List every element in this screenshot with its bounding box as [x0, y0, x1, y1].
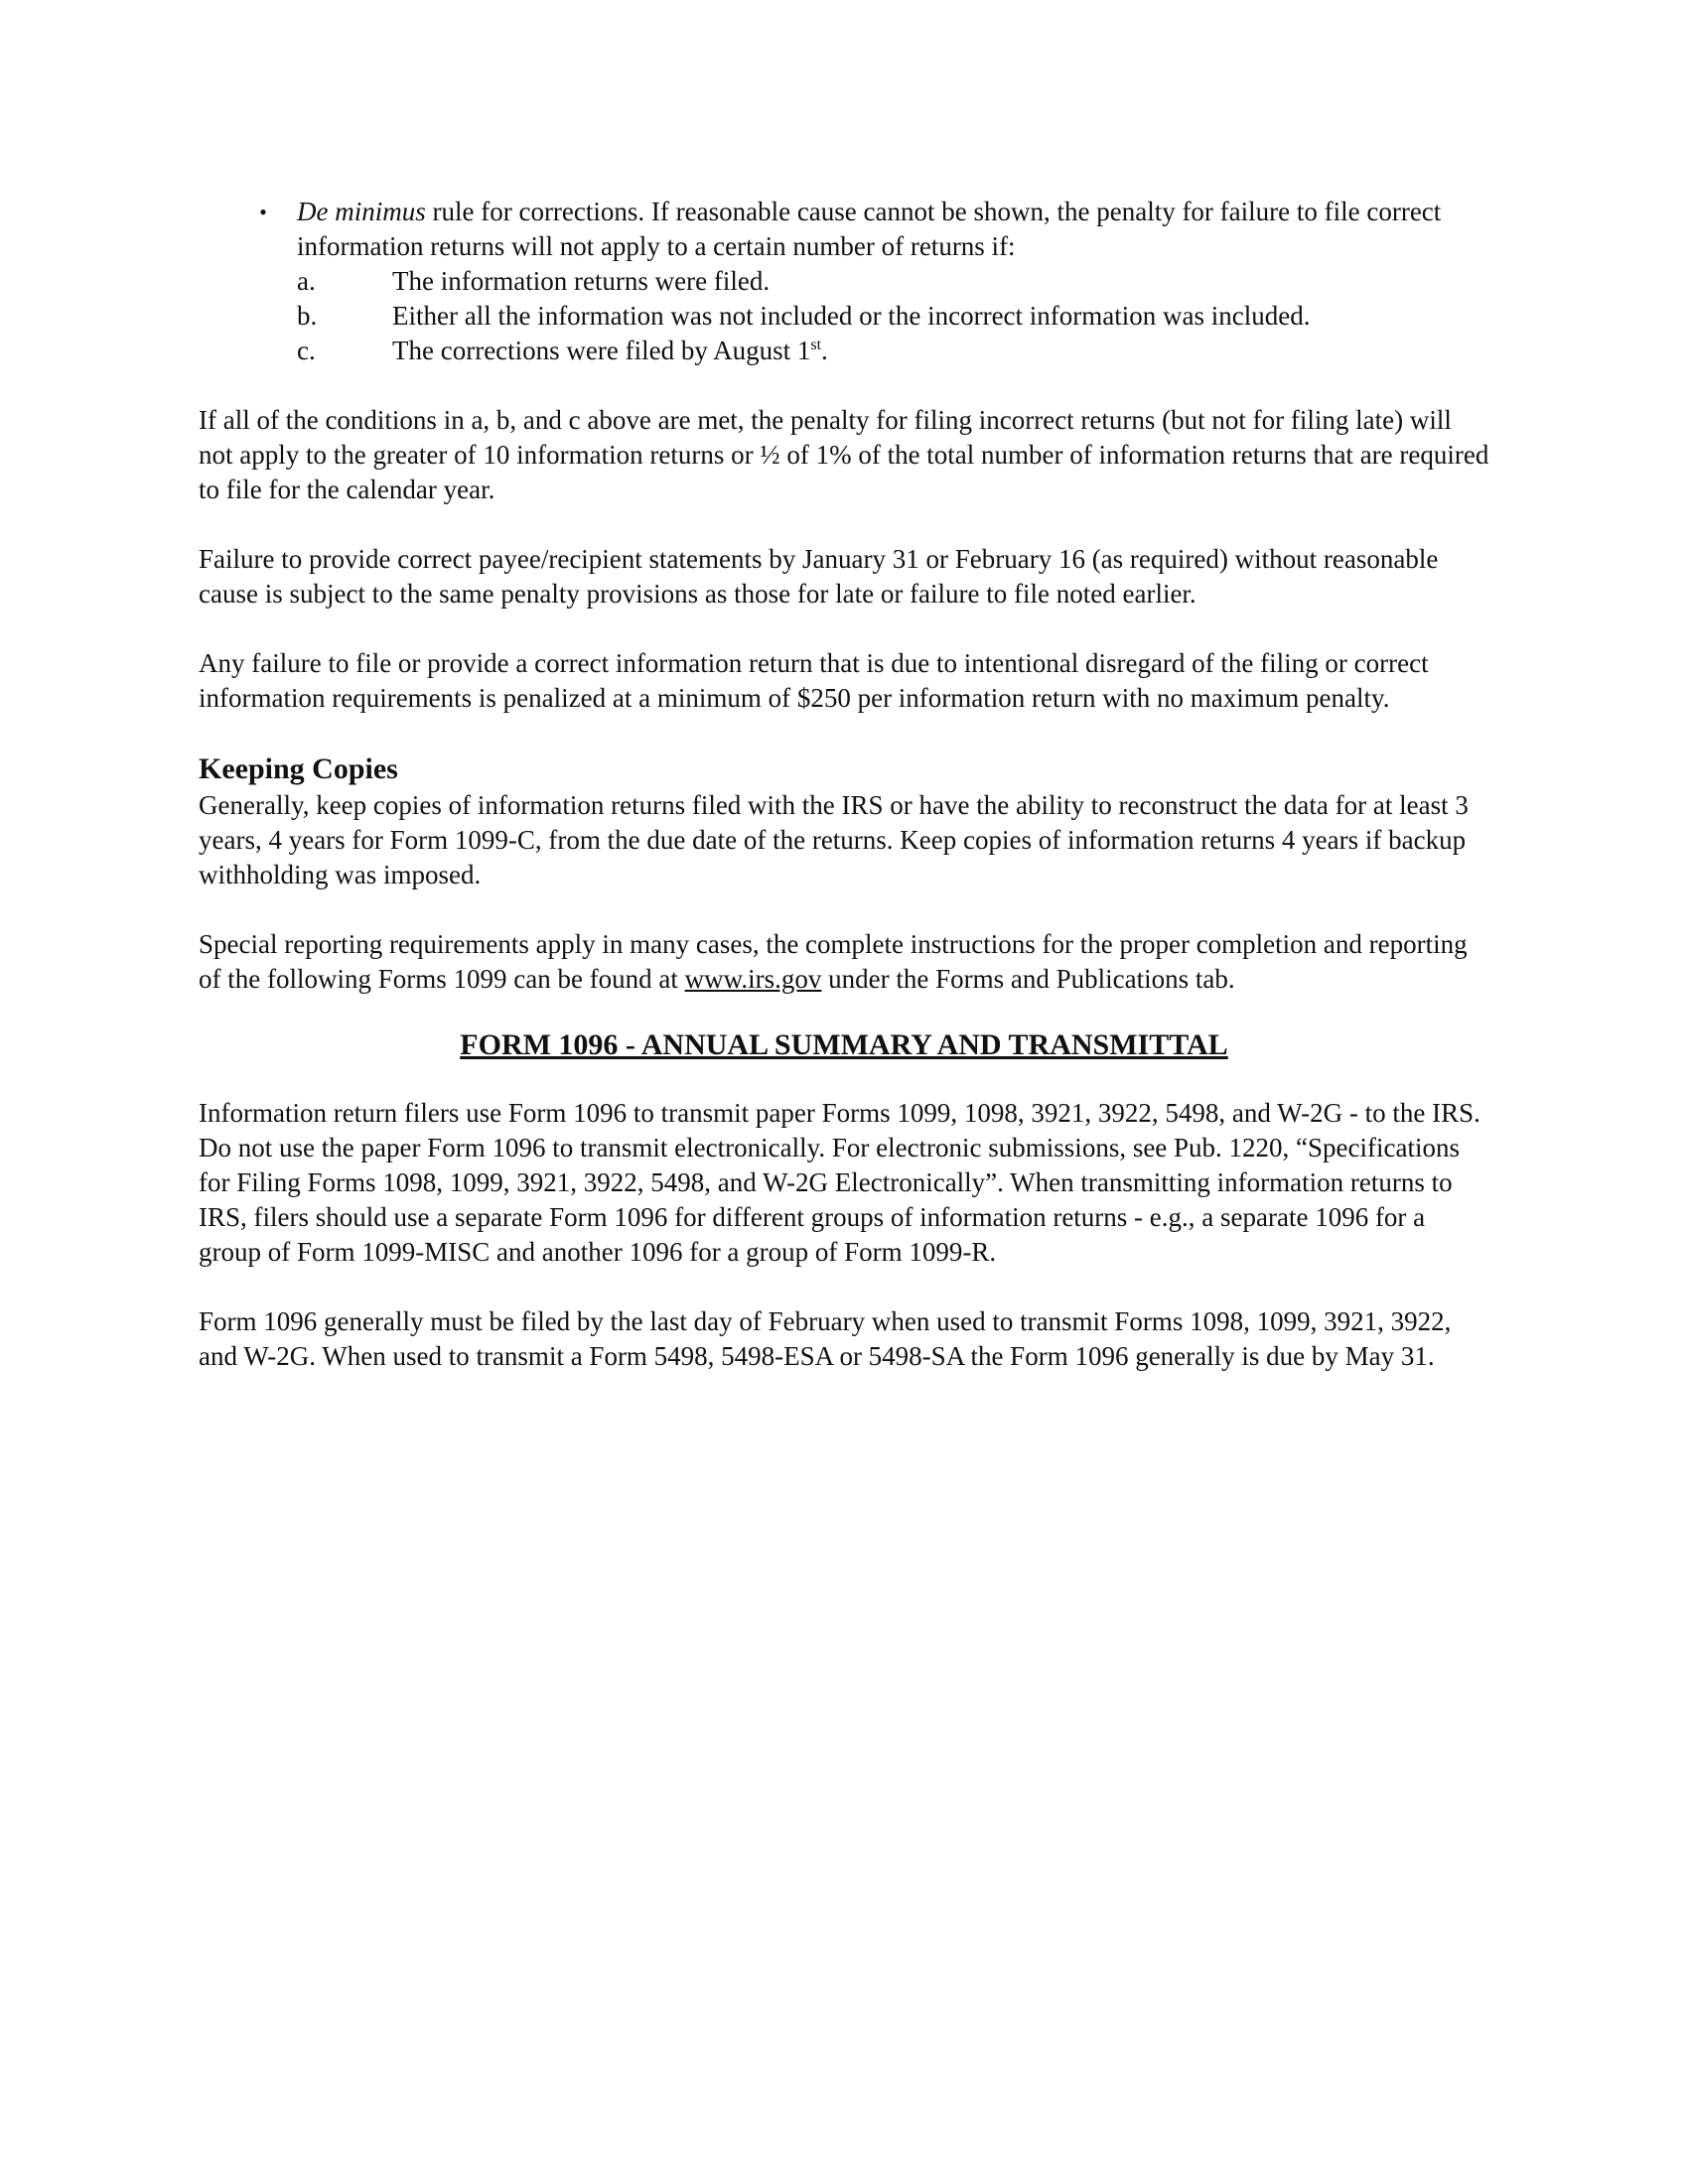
- list-item-end: .: [821, 336, 828, 365]
- form-1096-paragraph-1: Information return filers use Form 1096 to transmit paper Forms 1099, 1098, 3921, 3922, 5498, and W-2G - to the IRS. Do not use the paper Form 1096 to transmit electronically. For electronic submissions, see Pub. 1220, “Specifications for Filing Forms 1098, 1099, 3921, 3922, 5498, and W-2G Electronically”. When transmitting information returns to IRS, filers should use a separate Form 1096 for different groups of information returns - e.g., a separate 1096 for a group of Form 1099-MISC and another 1096 for a group of Form 1099-R.: [199, 1098, 1480, 1267]
- intentional-paragraph: Any failure to file or provide a correct information return that is due to intentional disregard of the filing or correct information requirements is penalized at a minimum of $250 per information return with no maximum penalty.: [199, 648, 1429, 713]
- list-letter: b.: [297, 301, 318, 331]
- list-item-text: The information returns were filed.: [392, 266, 771, 296]
- list-letter: a.: [297, 266, 316, 296]
- list-item: [297, 334, 1489, 368]
- special-text-before: Special reporting requirements apply in many cases, the complete instructions for the proper completion and reporting of the following Forms 1099 can be found at: [199, 929, 1468, 994]
- document-page: [199, 195, 1489, 1374]
- conditions-paragraph: If all of the conditions in a, b, and c above are met, the penalty for filing incorrect returns (but not for filing late) will not apply to the greater of 10 information returns or ½ of 1% of the total number of information returns that are required to file for the calendar year.: [199, 405, 1489, 504]
- special-text-after: under the Forms and Publications tab.: [821, 964, 1235, 994]
- irs-link[interactable]: www.irs.gov: [684, 964, 822, 994]
- bullet-body: rule for corrections. If reasonable cause cannot be shown, the penalty for failure to file correct information returns will not apply to a certain number of returns if:: [297, 197, 1442, 261]
- superscript: st: [810, 337, 822, 353]
- bullet-text: [297, 195, 1489, 264]
- keeping-copies-paragraph: Generally, keep copies of information returns filed with the IRS or have the ability to reconstruct the data for at least 3 years, 4 years for Form 1099-C, from the due date of the returns. Keep copies of information returns 4 years if backup withholding was imposed.: [199, 790, 1469, 889]
- list-item: [297, 264, 1489, 299]
- form-1096-title: FORM 1096 - ANNUAL SUMMARY AND TRANSMITTAL: [460, 1028, 1228, 1061]
- keeping-copies-heading: Keeping Copies: [199, 752, 398, 785]
- list-item: [297, 299, 1489, 334]
- de-minimus-bullet: [199, 195, 1489, 368]
- italic-term: De minimus: [297, 197, 426, 226]
- list-item-text: Either all the information was not included or the incorrect information was included.: [392, 301, 1311, 331]
- special-requirements-paragraph: [199, 927, 1489, 997]
- list-item-text: The corrections were filed by August 1: [392, 336, 811, 365]
- form-1096-paragraph-2: Form 1096 generally must be filed by the last day of February when used to transmit Forms 1098, 1099, 3921, 3922, and W-2G. When used to transmit a Form 5498, 5498-ESA or 5498-SA the Form 1096 generally is due by May 31.: [199, 1306, 1452, 1371]
- conditions-list: [297, 264, 1489, 368]
- list-letter: c.: [297, 336, 316, 365]
- bullet-icon: •: [259, 200, 267, 224]
- payee-paragraph: Failure to provide correct payee/recipient statements by January 31 or February 16 (as required) without reasonable cause is subject to the same penalty provisions as those for late or failure to file noted earlier.: [199, 544, 1439, 609]
